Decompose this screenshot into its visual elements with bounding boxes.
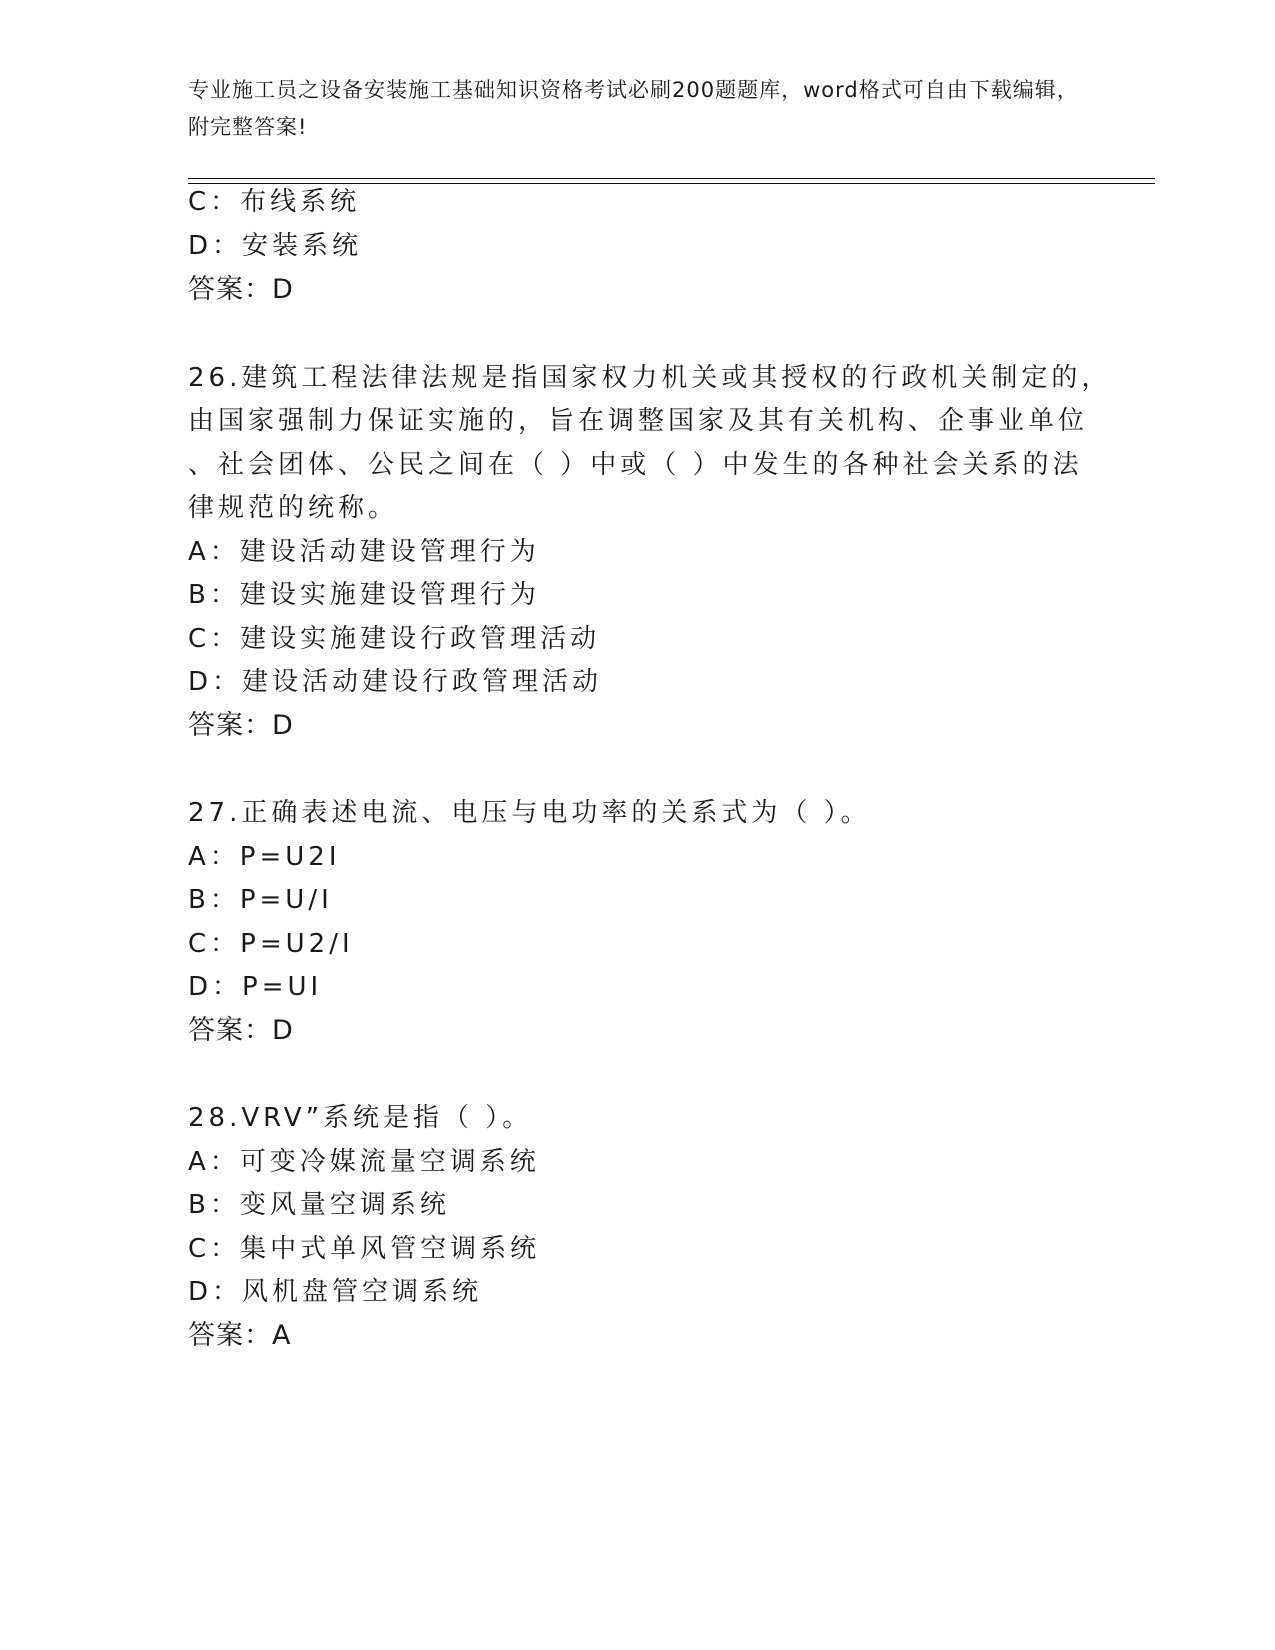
question-stem: 28.VRV”系统是指（ ）。 [188, 1103, 533, 1133]
option-line: D：风机盘管空调系统 [188, 1277, 483, 1307]
document-header: 专业施工员之设备安装施工基础知识资格考试必刷200题题库，word格式可自由下载编辑，附完整答案! [188, 78, 1079, 139]
option-line: D：建设活动建设行政管理活动 [188, 667, 603, 697]
option-line: B：P=U/I [188, 885, 333, 915]
option-line: B：变风量空调系统 [188, 1190, 450, 1220]
option-line: A：建设活动建设管理行为 [188, 537, 540, 567]
option-line: D：P=UI [188, 972, 323, 1002]
question-stem: 、社会团体、公民之间在（ ）中或（ ）中发生的各种社会关系的法 [188, 450, 1083, 480]
header-divider-top [188, 178, 1155, 179]
answer-line: 答案：D [188, 710, 294, 741]
question-stem: 由国家强制力保证实施的，旨在调整国家及其有关机构、企事业单位 [188, 406, 1089, 436]
answer-line: 答案：D [188, 1015, 294, 1046]
option-line: C：集中式单风管空调系统 [188, 1234, 541, 1264]
option-line: A：可变冷媒流量空调系统 [188, 1147, 540, 1177]
question-stem: 27.正确表述电流、电压与电功率的关系式为（ ）。 [188, 798, 871, 828]
option-line: A：P=U2I [188, 842, 341, 872]
option-line: D：安装系统 [188, 231, 363, 261]
option-line: C：P=U2/I [188, 929, 354, 959]
question-stem: 26.建筑工程法律法规是指国家权力机关或其授权的行政机关制定的， [188, 363, 1112, 393]
option-line: B：建设实施建设管理行为 [188, 580, 540, 610]
option-line: C：布线系统 [188, 187, 361, 217]
option-line: C：建设实施建设行政管理活动 [188, 624, 601, 654]
question-stem: 律规范的统称。 [188, 493, 399, 523]
header-divider-bottom [188, 183, 1155, 184]
answer-line: 答案：A [188, 1320, 292, 1351]
answer-line: 答案：D [188, 274, 294, 305]
